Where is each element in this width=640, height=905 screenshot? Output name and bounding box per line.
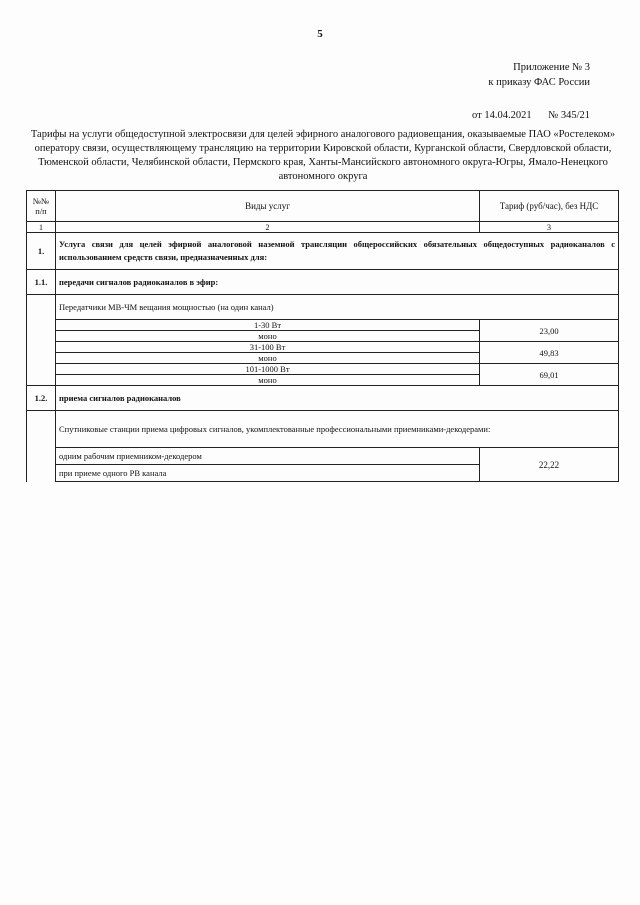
order-date: 14.04.2021 bbox=[484, 110, 532, 121]
receiver-line-2: при приеме одного РВ канала bbox=[56, 465, 480, 482]
satellite-text: Спутниковые станции приема цифровых сигналов, укомплектованные профессиональными приемниками-декодерами: bbox=[56, 411, 619, 448]
power-range: 31-100 Вт bbox=[56, 342, 480, 353]
power-range: 1-30 Вт bbox=[56, 320, 480, 331]
transmitters-text: Передатчики МВ-ЧМ вещания мощностью (на один канал) bbox=[56, 295, 619, 320]
subsection-1-2-num: 1.2. bbox=[27, 386, 56, 411]
document-heading: Тарифы на услуги общедоступной электросвязи для целей эфирного аналогового радиовещания, оказываемые ПАО «Ростелеком» оператору связи, осуществляющему трансляцию на территории Кировской области, Курганской области, Свердловской области, Тюменской области, Челябинской области, Пермского края, Ханты-Мансийского автономного округа-Югры, Ямало-Ненецкого автономного округа bbox=[30, 129, 616, 182]
subsection-1-1-num: 1.1. bbox=[27, 270, 56, 295]
table-row bbox=[27, 342, 619, 353]
index-tariff: 3 bbox=[480, 222, 619, 233]
tariff-value: 49,83 bbox=[480, 342, 619, 364]
appendix-block bbox=[390, 60, 590, 90]
power-range: 101-1000 Вт bbox=[56, 364, 480, 375]
empty-num-cell bbox=[27, 411, 56, 482]
satellite-row bbox=[27, 411, 619, 448]
power-mode: моно bbox=[56, 375, 480, 386]
section-1-row bbox=[27, 233, 619, 270]
header-tariff: Тариф (руб/час), без НДС bbox=[480, 191, 619, 222]
empty-num-cell bbox=[27, 295, 56, 386]
subsection-1-1-text: передачи сигналов радиоканалов в эфир: bbox=[56, 270, 619, 295]
power-mode: моно bbox=[56, 353, 480, 364]
tariff-value: 23,00 bbox=[480, 320, 619, 342]
tariff-value: 22,22 bbox=[480, 448, 619, 482]
index-service: 2 bbox=[56, 222, 480, 233]
appendix-title: Приложение № 3 bbox=[513, 62, 590, 73]
receiver-line-1: одним рабочим приемником-декодером bbox=[56, 448, 480, 465]
tariff-value: 69,01 bbox=[480, 364, 619, 386]
table-index-row bbox=[27, 222, 619, 233]
order-number: № 345/21 bbox=[548, 110, 590, 121]
order-reference bbox=[472, 110, 590, 121]
section-1-text: Услуга связи для целей эфирной аналоговой наземной трансляции общероссийских обязательных общедоступных радиоканалов с использованием средств связи, предназначенных для: bbox=[56, 233, 619, 270]
index-num: 1 bbox=[27, 222, 56, 233]
transmitters-row bbox=[27, 295, 619, 320]
section-1-num: 1. bbox=[27, 233, 56, 270]
tariff-table bbox=[26, 190, 619, 482]
subsection-1-1-row bbox=[27, 270, 619, 295]
page-number: 5 bbox=[317, 28, 323, 40]
table-row bbox=[27, 448, 619, 465]
subsection-1-2-text: приема сигналов радиоканалов bbox=[56, 386, 619, 411]
table-row bbox=[27, 320, 619, 331]
power-mode: моно bbox=[56, 331, 480, 342]
order-prefix: от bbox=[471, 110, 482, 121]
table-header-row bbox=[27, 191, 619, 222]
subsection-1-2-row bbox=[27, 386, 619, 411]
header-service: Виды услуг bbox=[56, 191, 480, 222]
header-num: №№ п/п bbox=[27, 191, 56, 222]
appendix-order-ref: к приказу ФАС России bbox=[488, 77, 590, 88]
table-row bbox=[27, 364, 619, 375]
